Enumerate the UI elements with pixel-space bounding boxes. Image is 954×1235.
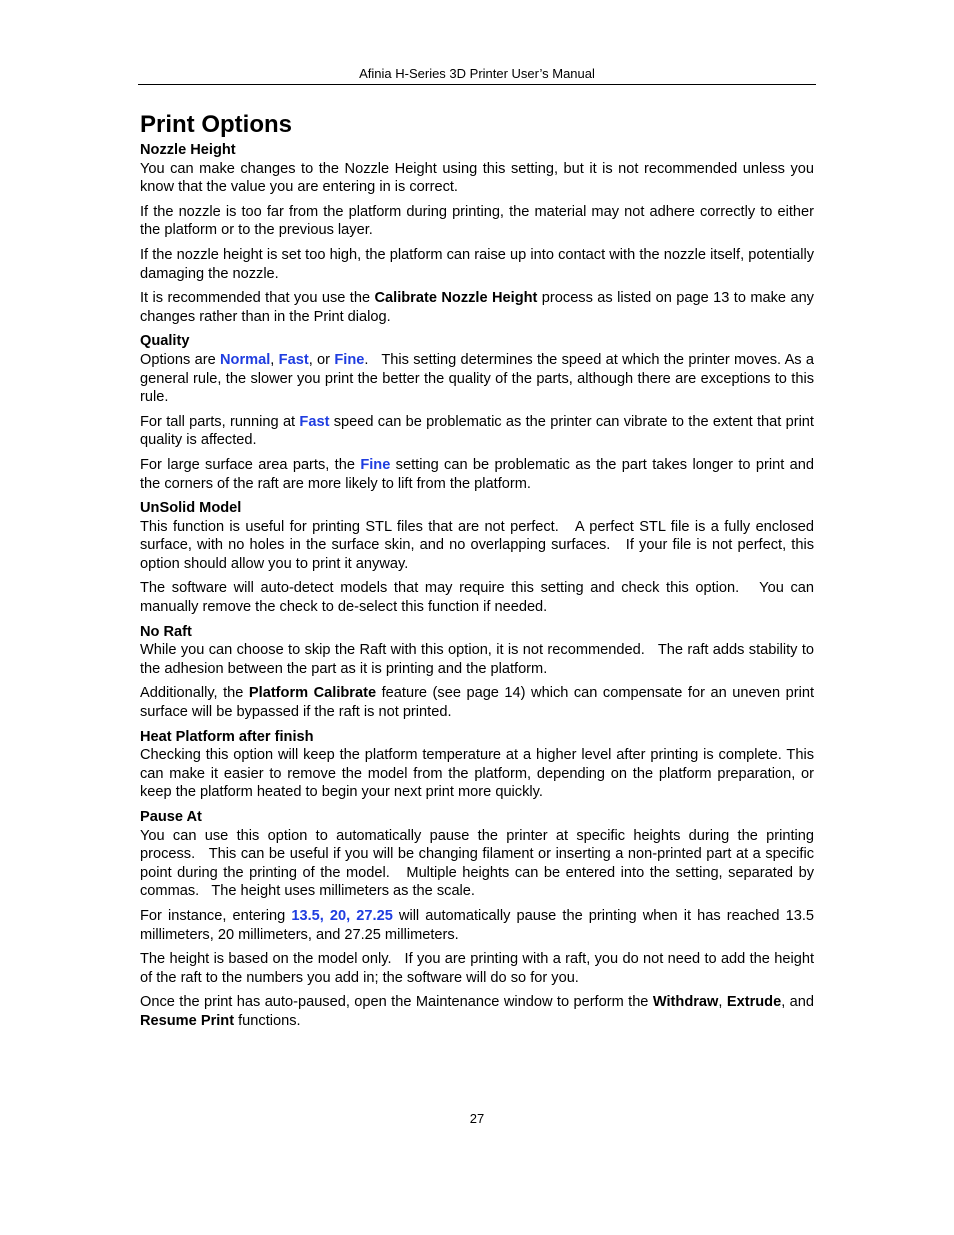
bold-term: Platform Calibrate [248, 685, 377, 702]
paragraph [140, 456, 814, 493]
section-heading: Nozzle Height [140, 142, 236, 158]
section-unsolid-model [140, 499, 814, 617]
paragraph [140, 351, 814, 407]
section-no-raft [140, 623, 814, 722]
paragraph: This function is useful for printing STL files that are not perfect. A perfect STL file is a fully enclosed surface, with no holes in the surface skin, and no overlapping surfaces. If your file is not perfect, this option should allow you to print it anyway. [140, 518, 814, 572]
paragraph [140, 993, 814, 1030]
paragraph: If the nozzle height is set too high, the platform can raise up into contact with the nozzle itself, potentially damaging the nozzle. [140, 246, 814, 282]
option-fast: Fast [278, 351, 309, 368]
text-run: , or [308, 351, 335, 368]
section-heading: UnSolid Model [140, 500, 242, 517]
text-run: For large surface area parts, the [140, 456, 361, 473]
text-run: For tall parts, running at [140, 413, 300, 430]
section-pause-at [140, 808, 814, 1031]
section-quality [140, 332, 814, 493]
bold-term: Extrude [726, 994, 782, 1011]
paragraph: The height is based on the model only. If you are printing with a raft, you do not need to add the height of the raft to the numbers you add in; the software will do so for you. [140, 951, 814, 986]
header-rule [138, 84, 816, 85]
section-nozzle-height [140, 141, 814, 326]
section-heading: Heat Platform after finish [140, 728, 314, 745]
running-header: Afinia H-Series 3D Printer User’s Manual [359, 66, 595, 81]
text-run: process as listed on page 13 to make any changes rather than in the Print dialog. [140, 290, 814, 325]
section-heat-platform [140, 728, 814, 802]
section-heading: No Raft [140, 623, 192, 640]
text-run: speed can be problematic as the printer can vibrate to the extent that print quality is affected. [140, 413, 814, 449]
text-run: will automatically pause the printing when it has reached 13.5 millimeters, 20 millimeters, and 27.25 millimeters. [140, 907, 814, 943]
paragraph [140, 413, 814, 450]
text-run: . This setting determines the speed at which the printer moves. As a general rule, the slower you print the better the quality of the parts, although there are exceptions to this rule. [140, 351, 815, 406]
paragraph: You can make changes to the Nozzle Height using this setting, but it is not recommended unless you know that the value you are entering in is correct. [140, 160, 814, 196]
section-heading: Quality [140, 333, 190, 350]
text-run: feature (see page 14) which can compensate for an uneven print surface will be bypassed if the raft is not printed. [140, 685, 814, 721]
paragraph: While you can choose to skip the Raft with this option, it is not recommended. The raft adds stability to the adhesion between the part as it is printing and the platform. [140, 642, 814, 677]
text-run: For instance, entering [140, 907, 292, 924]
option-fast: Fast [299, 413, 330, 430]
paragraph [140, 907, 814, 944]
paragraph [140, 684, 814, 721]
paragraph: The software will auto-detect models that may require this setting and check this option. You can manually remove the check to de-select this function if needed. [140, 580, 814, 616]
option-fine: Fine [334, 351, 365, 368]
text-run: functions. [234, 1012, 301, 1029]
bold-term: Withdraw [652, 994, 719, 1011]
text-run: , and [781, 994, 815, 1011]
paragraph: You can use this option to automatically pause the printer at specific heights during the printing process. This can be useful if you will be changing filament or inserting a non-printed part at a specific point during the printing of the model. Multiple heights can be entered into the setting, separated by commas. The height uses millimeters as the scale. [140, 827, 814, 900]
paragraph [140, 289, 814, 326]
page-title: Print Options [140, 111, 292, 138]
page-number: 27 [469, 1111, 485, 1126]
text-run: Additionally, the [140, 685, 249, 702]
text-run: It is recommended that you use the [140, 290, 375, 307]
page-content [140, 109, 814, 1037]
bold-term: Calibrate Nozzle Height [374, 290, 538, 307]
paragraph: Checking this option will keep the platform temperature at a higher level after printing is complete. This can make it easier to remove the model from the platform, depending on the platform preparation, or keep the platform heated to begin your next print more quickly. [140, 747, 814, 801]
text-run: , [718, 994, 727, 1011]
option-normal: Normal [220, 351, 271, 368]
text-run: setting can be problematic as the part takes longer to print and the corners of the raft are more likely to lift from the platform. [140, 456, 814, 492]
text-run: Options are [140, 351, 221, 368]
paragraph: If the nozzle is too far from the platform during printing, the material may not adhere correctly to either the platform or to the previous layer. [140, 203, 814, 239]
bold-term: Resume Print [140, 1012, 235, 1029]
pause-values: 13.5, 20, 27.25 [291, 907, 393, 924]
text-run: , [270, 351, 279, 368]
text-run: Once the print has auto-paused, open the Maintenance window to perform the [140, 994, 653, 1011]
section-heading: Pause At [140, 809, 202, 825]
option-fine: Fine [360, 456, 391, 473]
